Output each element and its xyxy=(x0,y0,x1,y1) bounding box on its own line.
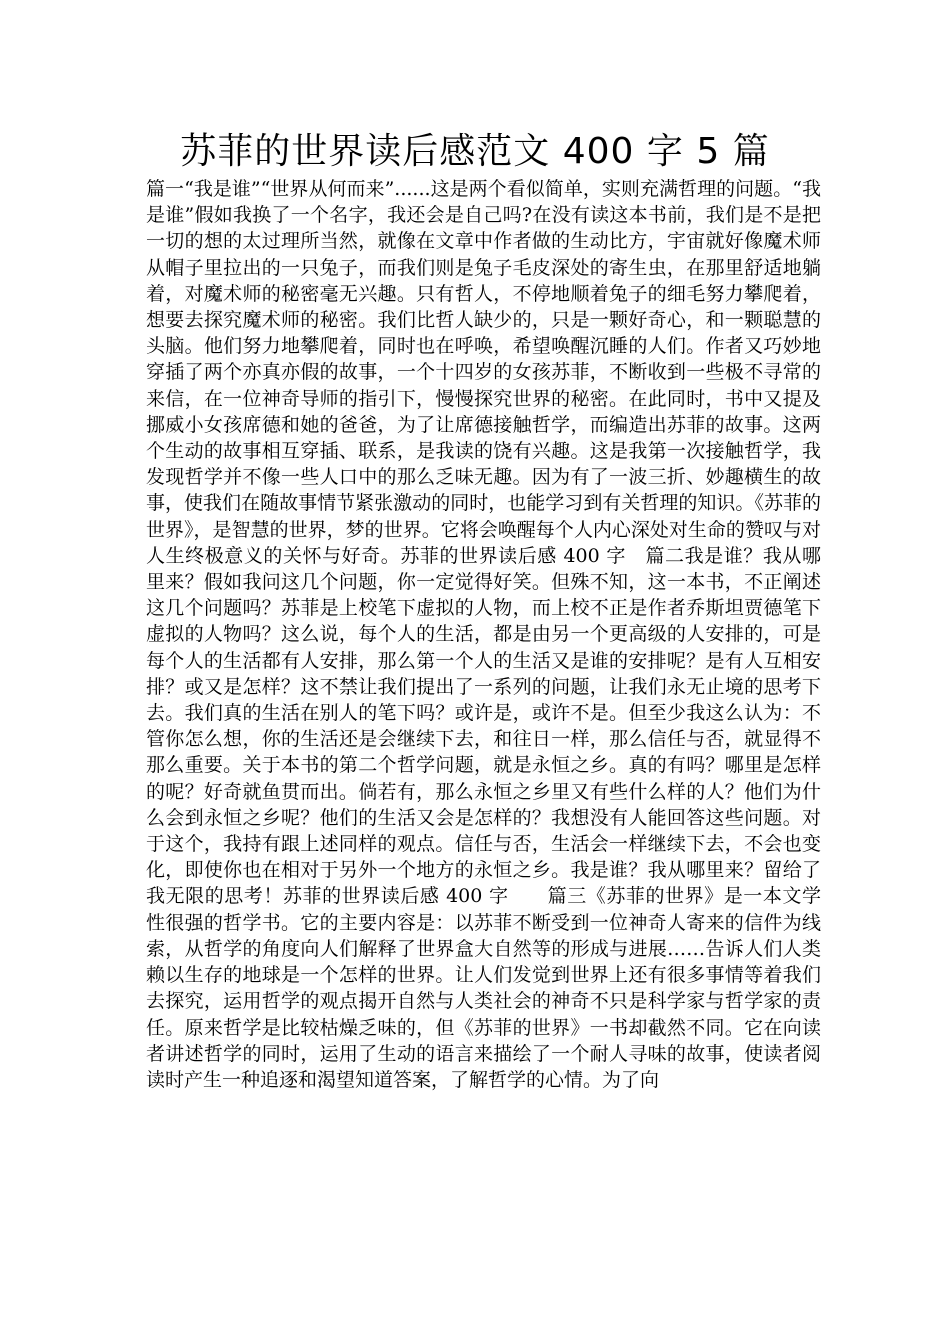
document-body-text: 篇一“我是谁”“世界从何而来”......这是两个看似简单，实则充满哲理的问题。“我是谁”假如我换了一个名字，我还会是自己吗?在没有读这本书前，我们是不是把一切的想的太过理所当然，就像在文章中作者做的生动比方，宇宙就好像魔术师从帽子里拉出的一只兔子，而我们则是兔子毛皮深处的寄生虫，在那里舒适地躺着，对魔术师的秘密毫无兴趣。只有哲人，不停地顺着兔子的细毛努力攀爬着，想要去探究魔术师的秘密。我们比哲人缺少的，只是一颗好奇心，和一颗聪慧的头脑。他们努力地攀爬着，同时也在呼唤，希望唤醒沉睡的人们。作者又巧妙地穿插了两个亦真亦假的故事，一个十四岁的女孩苏菲，不断收到一些极不寻常的来信，在一位神奇导师的指引下，慢慢探究世界的秘密。在此同时，书中又提及挪威小女孩席德和她的爸爸，为了让席德接触哲学，而编造出苏菲的故事。这两个生动的故事相互穿插、联系，是我读的饶有兴趣。这是我第一次接触哲学，我发现哲学并不像一些人口中的那么乏味无趣。因为有了一波三折、妙趣横生的故事，使我们在随故事情节紧张激动的同时，也能学习到有关哲理的知识。《苏菲的世界》，是智慧的世界，梦的世界。它将会唤醒每个人内心深处对生命的赞叹与对人生终极意义的关怀与好奇。苏菲的世界读后感 400 字 篇二我是谁？我从哪里来？假如我问这几个问题，你一定觉得好笑。但殊不知，这一本书，不正阐述这几个问题吗？苏菲是上校笔下虚拟的人物，而上校不正是作者乔斯坦贾德笔下虚拟的人物吗？这么说，每个人的生活，都是由另一个更高级的人安排的，可是每个人的生活都有人安排，那么第一个人的生活又是谁的安排呢？是有人互相安排？或又是怎样？这不禁让我们提出了一系列的问题，让我们永无止境的思考下去。我们真的生活在别人的笔下吗？或许是，或许不是。但至少我这么认为：不管你怎么想，你的生活还是会继续下去，和往日一样，那么信任与否，就显得不那么重要。关于本书的第二个哲学问题，就是永恒之乡。真的有吗？哪里是怎样的呢？好奇就鱼贯而出。倘若有，那么永恒之乡里又有些什么样的人？他们为什么会到永恒之乡呢？他们的生活又会是怎样的？我想没有人能回答这些问题。对于这个，我持有跟上述同样的观点。信任与否，生活会一样继续下去，不会也变化，即使你也在相对于另外一个地方的永恒之乡。我是谁？我从哪里来？留给了我无限的思考！苏菲的世界读后感 400 字 篇三《苏菲的世界》是一本文学性很强的哲学书。它的主要内容是：以苏菲不断受到一位神奇人寄来的信件为线索，从哲学的角度向人们解释了世界盒大自然等的形成与进展……告诉人们人类赖以生存的地球是一个怎样的世界。让人们发觉到世界上还有很多事情等着我们去探究，运用哲学的观点揭开自然与人类社会的神奇不只是科学家与哲学家的责任。原来哲学是比较枯燥乏味的，但《苏菲的世界》一书却截然不同。它在向读者讲述哲学的同时，运用了生动的语言来描绘了一个耐人寻味的故事，使读者阅读时产生一种追逐和渴望知道答案，了解哲学的心情。为了向 xyxy=(146,178,821,1091)
document-title: 苏菲的世界读后感范文 400 字 5 篇 xyxy=(180,131,770,172)
